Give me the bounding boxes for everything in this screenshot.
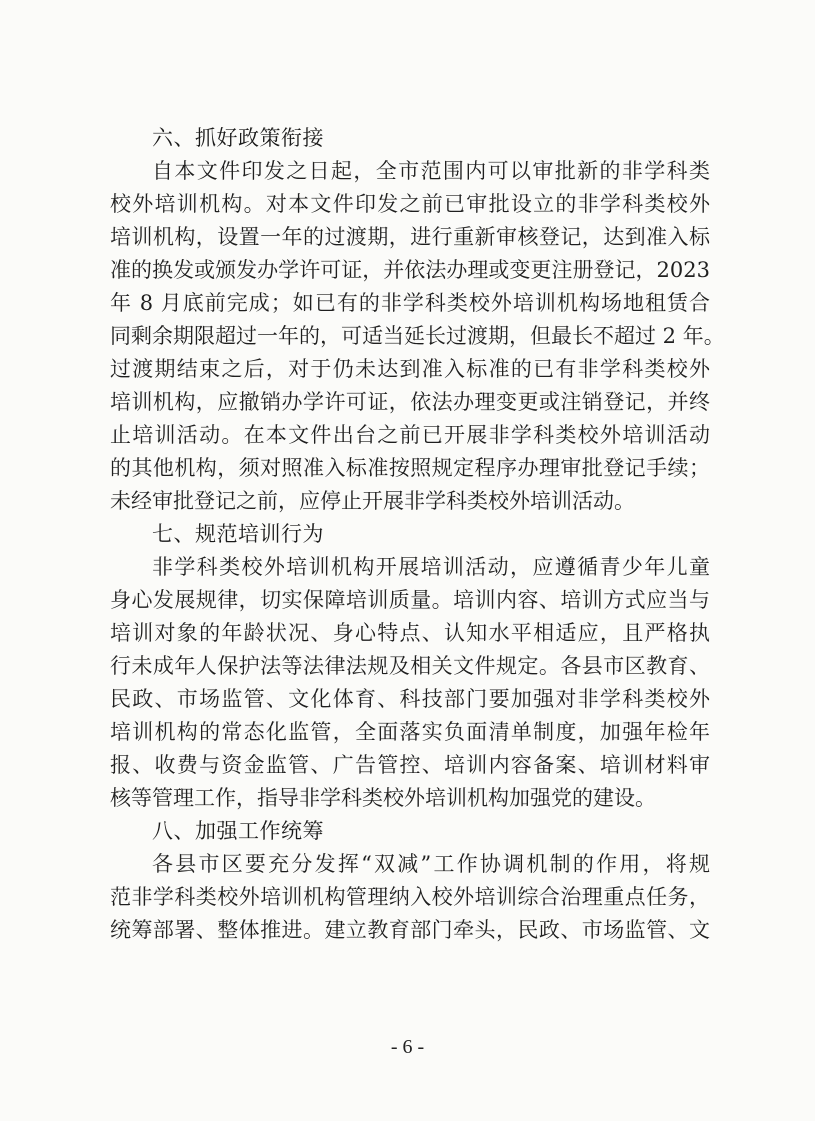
text-line: 民政、市场监管、文化体育、科技部门要加强对非学科类校外 bbox=[110, 687, 710, 711]
section-body-7 bbox=[110, 551, 710, 815]
text-line: 培训机构，设置一年的过渡期，进行重新审核登记，达到准入标 bbox=[110, 225, 710, 249]
section-heading-7: 七、规范培训行为 bbox=[152, 522, 324, 546]
text-line: 非学科类校外培训机构开展培训活动，应遵循青少年儿童 bbox=[152, 555, 710, 579]
text-line: 行未成年人保护法等法律法规及相关文件规定。各县市区教育、 bbox=[110, 654, 710, 678]
text-line: 年 8 月底前完成；如已有的非学科类校外培训机构场地租赁合 bbox=[110, 291, 710, 315]
text-line: 身心发展规律，切实保障培训质量。培训内容、培训方式应当与 bbox=[110, 588, 710, 612]
text-line: 自本文件印发之日起，全市范围内可以审批新的非学科类 bbox=[152, 159, 710, 183]
text-line: 准的换发或颁发办学许可证，并依法办理或变更注册登记，2023 bbox=[110, 258, 710, 282]
text-line: 同剩余期限超过一年的，可适当延长过渡期，但最长不超过 2 年。 bbox=[110, 324, 725, 348]
text-line: 的其他机构，须对照准入标准按照规定程序办理审批登记手续； bbox=[110, 456, 710, 480]
text-line: 止培训活动。在本文件出台之前已开展非学科类校外培训活动 bbox=[110, 423, 710, 447]
text-line: 范非学科类校外培训机构管理纳入校外培训综合治理重点任务， bbox=[110, 885, 710, 909]
text-line: 统筹部署、整体推进。建立教育部门牵头，民政、市场监管、文 bbox=[110, 918, 710, 942]
text-line: 培训机构的常态化监管，全面落实负面清单制度，加强年检年 bbox=[110, 720, 710, 744]
text-line: 过渡期结束之后，对于仍未达到准入标准的已有非学科类校外 bbox=[110, 357, 710, 381]
section-body-8 bbox=[110, 848, 710, 947]
text-line: 核等管理工作，指导非学科类校外培训机构加强党的建设。 bbox=[110, 786, 656, 810]
text-line: 培训对象的年龄状况、身心特点、认知水平相适应，且严格执 bbox=[110, 621, 710, 645]
section-heading-8: 八、加强工作统筹 bbox=[152, 819, 324, 843]
text-line: 未经审批登记之前，应停止开展非学科类校外培训活动。 bbox=[110, 489, 635, 513]
section-body-6 bbox=[110, 155, 725, 518]
page-number: - 6 - bbox=[390, 1036, 425, 1058]
section-heading-6: 六、抓好政策衔接 bbox=[152, 126, 324, 150]
text-line: 各县市区要充分发挥“双减”工作协调机制的作用，将规 bbox=[152, 852, 710, 876]
text-line: 报、收费与资金监管、广告管控、培训内容备案、培训材料审 bbox=[110, 753, 710, 777]
document-body bbox=[110, 122, 725, 947]
text-line: 培训机构，应撤销办学许可证，依法办理变更或注销登记，并终 bbox=[110, 390, 710, 414]
text-line: 校外培训机构。对本文件印发之前已审批设立的非学科类校外 bbox=[110, 192, 710, 216]
